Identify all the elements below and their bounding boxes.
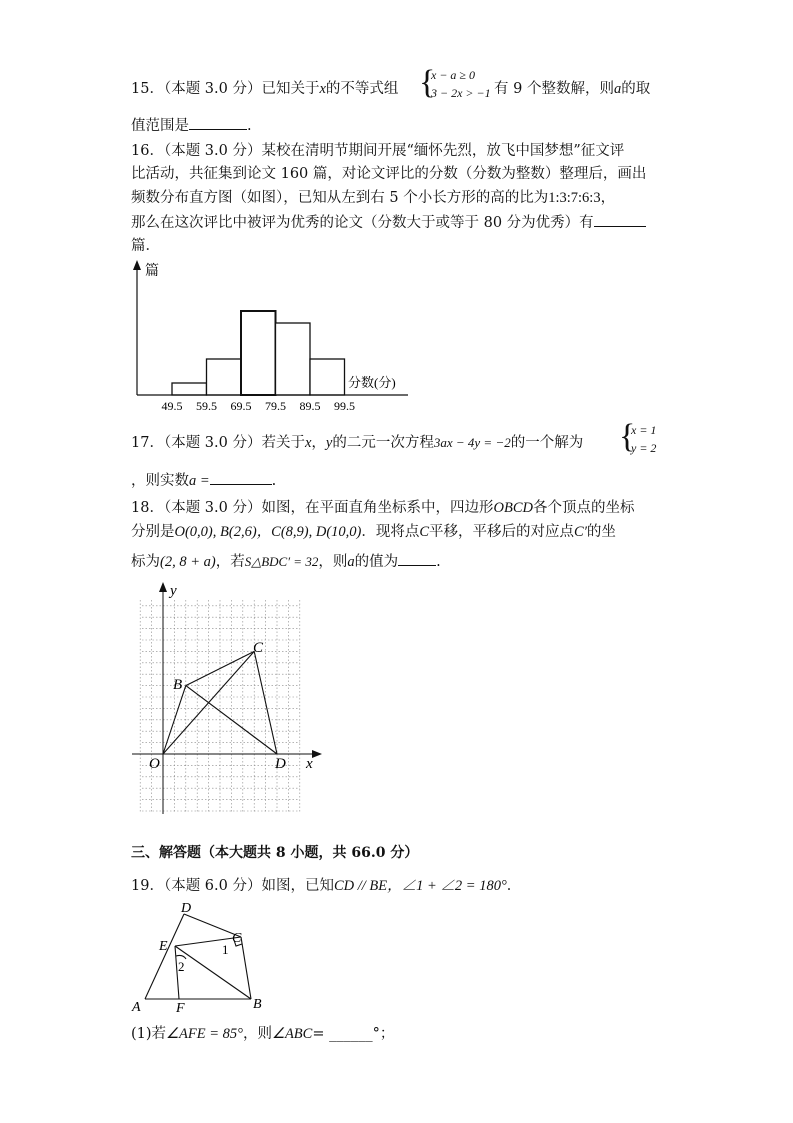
sub1-prefix: (1)若 (131, 1026, 167, 1042)
q15-suffix: 有 9 个整数解，则 (494, 81, 614, 97)
q19-condition: CD // BE，∠1 + ∠2 = 180° (333, 878, 507, 894)
histogram-bar (276, 323, 311, 395)
var-x: x (304, 435, 312, 451)
label-a: A (132, 1000, 141, 1015)
histogram-bar (172, 383, 207, 395)
q15-brace: { (419, 64, 436, 101)
q17-end: . (271, 473, 277, 489)
y-axis-arrow (159, 582, 167, 592)
q15-line1-tail (494, 79, 650, 99)
q15-suffix2: 的取 (621, 81, 651, 97)
x-axis-label: x (306, 756, 313, 772)
label-f: F (176, 1001, 185, 1016)
angle-1-label: 1 (222, 942, 229, 957)
answer-blank[interactable] (189, 115, 247, 130)
answer-blank[interactable] (210, 470, 272, 485)
comma: ， (311, 435, 326, 451)
label-d: D (275, 756, 286, 772)
inequality-1: x − a ≥ 0 (431, 68, 476, 82)
sub1-end: °； (372, 1026, 395, 1042)
answer-blank[interactable]: = ______ (312, 1026, 373, 1042)
x-tick-label: 59.5 (196, 399, 217, 413)
var-a: a (347, 554, 355, 570)
angle-2-label: 2 (178, 959, 185, 974)
q17-line2-text: ，则实数 (131, 473, 189, 489)
q18-line1 (131, 498, 634, 518)
q16-line1: 16．（本题 3.0 分）某校在清明节期间开展“缅怀先烈，放飞中国梦想”征文评 (131, 143, 625, 159)
q19-sub1 (131, 1024, 394, 1044)
x-tick-label: 99.5 (334, 399, 355, 413)
q16-line4 (131, 212, 646, 233)
q18-line2-c: 平移，平移后的对应点 (429, 524, 575, 540)
angle-abc: ∠ABC (271, 1026, 313, 1042)
q18-line2-d: 的坐 (586, 524, 616, 540)
q15-line2 (131, 115, 252, 136)
q16-line3 (131, 188, 615, 208)
y-axis-label: 篇 (145, 264, 159, 279)
q17-line1 (131, 433, 583, 453)
histogram (120, 258, 420, 418)
x-tick-label: 49.5 (161, 399, 183, 413)
coordinate-grid (130, 578, 325, 816)
q16-line4-text: 那么在这次评比中被评为优秀的论文（分数大于或等于 80 分为优秀）有 (131, 215, 594, 231)
solution-x: x = 1 (631, 423, 657, 437)
q16-line3-text: 频数分布直方图（如图），已知从左到右 5 个小长方形的高的比为 (131, 190, 549, 206)
q16-comma: ， (600, 190, 616, 206)
q18-end: . (436, 554, 441, 570)
q17-line2 (131, 470, 276, 491)
label-b: B (173, 677, 183, 693)
solution-y: y = 2 (631, 441, 657, 455)
seg-cb (241, 937, 251, 999)
a-equals: a = (189, 473, 210, 489)
x-tick-label: 79.5 (265, 399, 286, 413)
section-heading: 三、解答题（本大题共 8 小题，共 66.0 分） (131, 845, 419, 861)
coordinate-c-prime: (2, 8 + a) (160, 554, 216, 570)
q18-line3-b: ，若 (215, 554, 245, 570)
q17-solution (631, 421, 656, 457)
shape-name: OBCD (493, 500, 533, 516)
q18-line3-d: 的值为 (354, 554, 399, 570)
q18-line2-b: ．现将点 (361, 524, 420, 540)
point-c-prime: C′ (574, 524, 587, 540)
answer-blank[interactable] (398, 551, 436, 566)
point-c: C (419, 524, 430, 540)
histogram-bar (241, 311, 276, 395)
label-o: O (149, 756, 160, 772)
q18-line3-text: 标为 (131, 554, 160, 570)
label-d: D (181, 901, 192, 916)
q15-line2-text: 值范围是 (131, 118, 189, 134)
x-axis-arrow (312, 750, 322, 758)
label-c: C (253, 640, 264, 656)
var-x: x (319, 81, 326, 97)
q15-system (431, 66, 491, 102)
q16-line2: 比活动，共征集到论文 160 篇，对论文评比的分数（分数为整数）整理后，画出 (131, 166, 647, 182)
q19-line1 (131, 876, 521, 896)
q18-text-b: 各个顶点的坐标 (532, 500, 635, 516)
angle-afe: ∠AFE = 85° (166, 1026, 243, 1042)
q18-line3 (131, 551, 441, 572)
sub1-then: ，则 (242, 1026, 272, 1042)
x-axis-label: 分数(分) (348, 375, 396, 390)
q17-mid2: 的一个解为 (510, 435, 584, 451)
y-axis-arrow (133, 260, 141, 270)
ratio: 1:3:7:6:3 (548, 190, 601, 206)
q15-text-mid: 的不等式组 (325, 81, 399, 97)
q15-end: . (247, 118, 252, 134)
q16-line5: 篇． (131, 238, 160, 254)
x-tick-label: 89.5 (299, 399, 321, 413)
q19-text: 19．（本题 6.0 分）如图，已知 (131, 878, 334, 894)
equation: 3ax − 4y = −2 (433, 435, 511, 450)
q17-mid: 的二元一次方程 (332, 435, 434, 451)
answer-blank[interactable] (594, 212, 646, 227)
x-tick-label: 69.5 (230, 399, 252, 413)
area-condition: S△BDC′ = 32 (244, 554, 319, 569)
q15-line1 (131, 79, 398, 99)
q15-text: 15．（本题 3.0 分）已知关于 (131, 81, 320, 97)
var-a: a (613, 81, 622, 97)
seg-eb (175, 946, 251, 999)
inequality-2: 3 − 2x > −1 (431, 86, 491, 100)
q18-text: 18．（本题 3.0 分）如图，在平面直角坐标系中，四边形 (131, 500, 494, 516)
q19-end: ． (506, 878, 522, 894)
y-axis-label: y (170, 583, 177, 599)
q17-text: 17．（本题 3.0 分）若关于 (131, 435, 305, 451)
histogram-bar (310, 359, 345, 395)
q18-line3-c: ，则 (318, 554, 348, 570)
coordinates: O(0,0), B(2,6)，C(8,9), D(10,0) (174, 524, 362, 540)
label-b: B (253, 997, 262, 1012)
q18-line2-text: 分别是 (131, 524, 175, 540)
label-e: E (159, 939, 168, 954)
label-c: C (232, 931, 242, 946)
var-y: y (325, 435, 333, 451)
histogram-bar (207, 359, 242, 395)
q17-brace: { (619, 418, 636, 455)
q18-line2 (131, 522, 616, 542)
figure-19 (128, 898, 268, 1016)
